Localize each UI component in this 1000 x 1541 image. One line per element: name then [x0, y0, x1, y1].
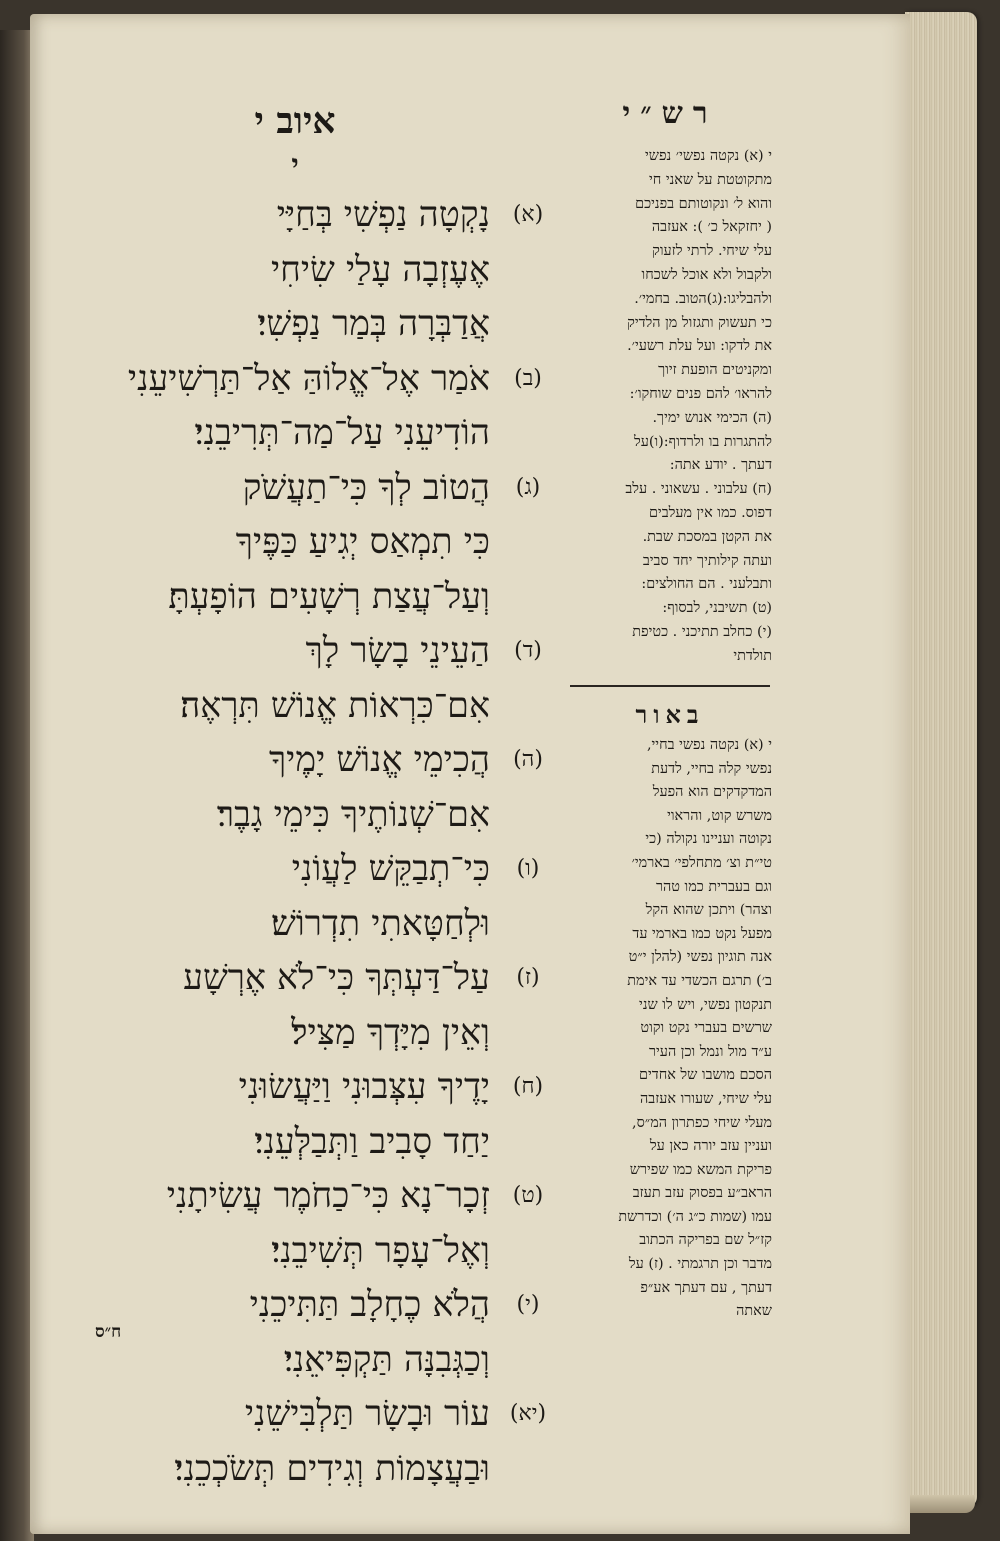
verse-text: כִּי תִמְאַס יְגִיעַ כַּפֶּיךָ [235, 522, 490, 562]
rashi-line: (ה) הכימי אנוש ימיך. [652, 409, 772, 426]
rashi-line: ומקניטים הופעת זיוך [658, 362, 772, 379]
verse-line [60, 406, 550, 461]
beur-line: ע״ד מול ונמל וכן העיר [648, 1043, 772, 1060]
verse-line [60, 788, 550, 843]
verse-line [60, 188, 550, 243]
rashi-lines [568, 145, 772, 669]
beur-line: הראב״ע בפסוק עזב תעזב [632, 1185, 772, 1202]
beur-line: טי״ת וצ׳ מתחלפי׳ בארמי׳ [631, 854, 772, 871]
verse-line [60, 1224, 550, 1279]
rashi-line: מתקוטטת על שאני חי [648, 171, 772, 188]
rashi-line: את לדקו: ועל עלת רשעי׳. [627, 338, 772, 355]
rashi-line: ולהבליגו:(ג)הטוב. בחמי׳. [634, 290, 772, 307]
rashi-line: (י) כחלב תתיכני . כטיפת [632, 623, 772, 640]
rashi-commentary [568, 96, 772, 669]
verse-text: אִם־כִּרְאוֹת אֱנוֹשׁ תִּרְאֶה׃ [180, 685, 490, 726]
verse-line [60, 1060, 550, 1115]
verse-text: הֲכִימֵי אֱנוֹשׁ יָמֶיךָ [268, 740, 490, 780]
rashi-line: (ח) עלבוני . עשאוני . עלב [625, 481, 772, 498]
rashi-line: כי תעשוק ותגזול מן הלדיק [627, 314, 772, 331]
page-edges [905, 12, 977, 1507]
verse-line [60, 951, 550, 1006]
verse-text: וְאֶל־עָפָר תְּשִׁיבֵנִי׃ [271, 1230, 490, 1271]
verse-line [60, 733, 550, 788]
printer-signature: ח״ס [95, 1322, 122, 1342]
beur-line: מדבר וכן תרגמתי . (ז) על [628, 1256, 772, 1273]
verse-number: (ו) [516, 856, 540, 881]
beur-line: ב׳) תרגם הכשדי עד אימת [627, 972, 772, 989]
beur-line: י (א) נקטה נפשי בחיי, [646, 737, 772, 753]
beur-line: דעתך , עם דעתך אע״פ [640, 1279, 772, 1296]
verse-text: יָדֶיךָ עִצְּבוּנִי וַיַּעֲשׂוּנִי [238, 1067, 490, 1107]
beur-line: שאתה [736, 1303, 772, 1320]
rashi-line: ועתה קילותיך יחד סביב [642, 552, 772, 569]
rashi-line: להתגרות בו ולרדוף:(ו)על [633, 433, 772, 450]
rashi-line: את הקטן במסכת שבת. [642, 528, 772, 545]
rashi-line: דפוס. כמו אין מעלבים [648, 504, 772, 521]
beur-line: נפשי קלה בחיי, לדעת [651, 760, 772, 777]
rashi-line: י (א) נקטה נפשי׳ נפשי [645, 148, 772, 164]
verse-text: אֲדַבְּרָה בְּמַר נַפְשִׁי׃ [257, 304, 490, 344]
verse-line [60, 352, 550, 407]
rashi-line: תולדתי [733, 647, 772, 664]
rashi-title: רש״י [622, 96, 718, 131]
beur-line: פריקת המשא כמו שפירש [629, 1161, 772, 1178]
verse-number: (ג) [515, 474, 541, 500]
column-divider [570, 685, 770, 687]
beur-line: קז״ל שם בפריקה הכתוב [639, 1232, 772, 1249]
beur-commentary [568, 700, 772, 1324]
verse-line [60, 1387, 550, 1442]
verse-line [60, 624, 550, 679]
verse-line [60, 1442, 550, 1497]
verse-number: (ד) [514, 638, 542, 663]
chapter-number: י [291, 148, 299, 181]
verse-text: כִּי־תְבַקֵּשׁ לַעֲוֹנִי [291, 849, 490, 889]
verse-line [60, 515, 550, 570]
verse-text: יַחַד סָבִיב וַתְּבַלְּעֵנִי׃ [254, 1121, 490, 1162]
verse-line [60, 461, 550, 516]
beur-lines [568, 734, 772, 1324]
rashi-line: ( יחזקאל כ׳ ): אעזבה [651, 219, 772, 236]
verse-number: (י) [516, 1292, 540, 1317]
verse-number: (ה) [513, 747, 543, 772]
beur-line: משרש קוט, והראוי [667, 807, 772, 824]
verse-column [60, 188, 550, 1496]
verse-number: (א) [512, 202, 544, 227]
verse-line [60, 1333, 550, 1388]
verse-text: עוֹר וּבָשָׂר תַּלְבִּישֵׁנִי [244, 1394, 490, 1434]
beur-line: מעלי שיחי כפתרון המ״ס, [632, 1114, 772, 1131]
verse-text: אֶעֶזְבָה עָלַי שִׂיחִי [270, 249, 490, 290]
rashi-line: ולקבול ולא אוכל לשכחו [641, 266, 772, 283]
beur-line: עמו (שמות כ״ג ה׳) וכדרשת [618, 1208, 772, 1225]
beur-line: המדקדקים הוא הפעל [652, 784, 772, 801]
verse-line [60, 1006, 550, 1061]
verse-text: זְכָר־נָא כִּי־כַחֹמֶר עֲשִׂיתָנִי [166, 1176, 490, 1216]
verse-text: וְכַגְּבִנָּה תַּקְפִּיאֵנִי׃ [283, 1339, 490, 1380]
verse-text: הַעֵינֵי בָשָׂר לָךְ [305, 631, 490, 671]
verse-line [60, 243, 550, 298]
beur-line: וגם בעברית כמו טהר [655, 878, 772, 895]
beur-line: עלי שיחי, שעורו אעזבה [640, 1090, 772, 1107]
beur-line: מפעל נקט כמו בארמי עד [632, 925, 772, 942]
verse-line [60, 842, 550, 897]
rashi-line: ותבלעני . הם החולצים: [641, 576, 772, 593]
beur-line: וצהר) ויתכן שהוא הקל [645, 902, 772, 919]
rashi-line: דעתך . יודע אתה: [669, 457, 772, 474]
rashi-line: (ט) תשיבני, לבסוף: [662, 600, 772, 617]
verse-line [60, 570, 550, 625]
verse-number: (ז) [516, 965, 540, 990]
verse-text: אִם־שְׁנוֹתֶיךָ כִּימֵי גָבֶר׃ [216, 794, 490, 835]
beur-line: תנקטון נפשי, ויש לו שני [639, 996, 772, 1013]
verse-line [60, 897, 550, 952]
verse-text: וּבַעֲצָמוֹת וְגִידִים תְּשֹׂכְכֵנִי׃ [174, 1448, 490, 1489]
page-title: איוב י [254, 100, 336, 142]
beur-line: ועניין עזב יורה כאן על [649, 1138, 772, 1155]
verse-text: וְעַל־עֲצַת רְשָׁעִים הוֹפָעְתָּ׃ [168, 576, 490, 617]
verse-text: וּלְחַטָּאתִי תִדְרוֹשׁ׃ [271, 903, 490, 944]
rashi-line: להראו׳ להם פנים שוחקו׳: [629, 385, 772, 402]
verse-text: אֹמַר אֶל־אֱלוֹהַּ אַל־תַּרְשִׁיעֵנִי [127, 358, 490, 399]
verse-text: הֲטוֹב לְךָ כִּי־תַעֲשֹׁק [242, 467, 490, 508]
verse-text: הוֹדִיעֵנִי עַל־מַה־תְּרִיבֵנִי׃ [194, 413, 490, 453]
verse-number: (ב) [514, 365, 542, 391]
beur-line: שרשים בעברי נקט וקוט [640, 1020, 772, 1037]
verse-text: עַל־דַּעְתְּךָ כִּי־לֹא אֶרְשָׁע [183, 958, 490, 998]
beur-line: הסכם מושבו של אחדים [639, 1067, 772, 1084]
beur-title: באור [635, 700, 705, 729]
rashi-line: עלי שיחי. לרתי לזעוק [652, 243, 772, 260]
verse-line [60, 1169, 550, 1224]
verse-number: (יא) [509, 1401, 547, 1426]
verse-number: (ח) [512, 1074, 544, 1099]
verse-number: (ט) [512, 1183, 544, 1208]
beur-line: אנה תוגיון נפשי (להלן י״ט [628, 949, 772, 966]
verse-line [60, 679, 550, 734]
verse-line [60, 297, 550, 352]
verse-text: נָקְטָה נַפְשִׁי בְּחַיָּי [276, 195, 490, 235]
verse-text: הֲלֹא כֶחָלָב תַּתִּיכֵנִי [249, 1285, 490, 1325]
verse-line [60, 1278, 550, 1333]
rashi-line: והוא ל׳ ונקוטותם בפניכם [635, 195, 772, 212]
verse-text: וְאֵין מִיָּדְךָ מַצִּיל׃ [291, 1012, 490, 1053]
beur-line: נקוטה ועניינו נקולה (כי [645, 831, 772, 848]
binding-edge [0, 30, 34, 1541]
verse-line [60, 1115, 550, 1170]
